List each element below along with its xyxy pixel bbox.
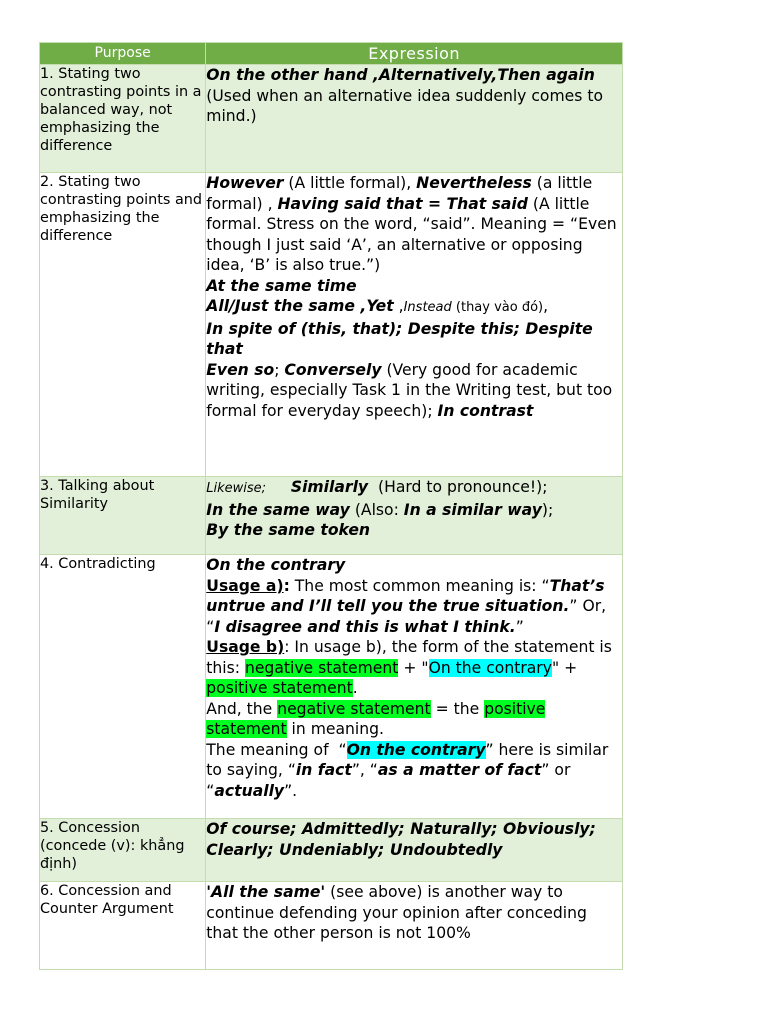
expression-note: + " (398, 658, 429, 677)
expression-note: The meaning of “ (206, 740, 347, 759)
highlight-negative: negative statement (244, 658, 399, 677)
expression-note: (Hard to pronounce!); (368, 478, 548, 496)
expression-note: . (352, 679, 358, 697)
highlight-contrary: On the contrary (346, 740, 486, 759)
purpose-cell: 5. Concession (concede (v): khẳng định) (40, 819, 206, 882)
highlight-negative: negative statement (277, 699, 431, 718)
expression-note: (a little formal) , (206, 174, 593, 213)
table-row (40, 173, 623, 477)
expression-note: ” (515, 617, 524, 636)
expression-term: I disagree and this is what I think. (214, 617, 516, 636)
table-row (40, 819, 623, 882)
expression-note: (thay vào đó) (451, 300, 544, 315)
expression-note: " + (551, 658, 578, 677)
expression-note: (Used when an alternative idea suddenly comes to mind.) (206, 86, 603, 125)
expression-term: as a matter of fact (377, 761, 542, 779)
expression-cell (206, 819, 623, 882)
table-row (40, 555, 623, 819)
expression-term: Conversely (284, 360, 382, 379)
expression-note: = the (430, 699, 485, 718)
expression-term: In contrast (437, 401, 534, 420)
expression-term: actually (214, 781, 285, 800)
table-row (40, 477, 623, 555)
expression-note: (Also: (349, 500, 404, 519)
expression-note: , (543, 297, 549, 315)
highlight-positive: positive statement (206, 679, 353, 697)
expression-term: Similarly (290, 478, 369, 496)
expression-term: Nevertheless (416, 174, 532, 192)
expression-term: Of course; Admittedly; Naturally; Obviously; Clearly; Undeniably; Undoubtedly (206, 820, 596, 859)
purpose-cell: 1. Stating two contrasting points in a balanced way, not emphasizing the difference (40, 65, 206, 173)
expression-note: ; (274, 360, 285, 379)
expression-term: in fact (295, 761, 352, 779)
expression-term: 'All the same' (206, 883, 326, 901)
purpose-header: Purpose (40, 43, 206, 65)
expression-term: Even so (206, 360, 275, 379)
purpose-cell: 2. Stating two contrasting points and emphasizing the difference (40, 173, 206, 477)
expression-cell (206, 65, 623, 173)
expression-cell (206, 173, 623, 477)
expression-term: On the contrary (206, 556, 346, 574)
expression-term: Instead (403, 300, 452, 315)
expression-note: : (283, 576, 290, 595)
expression-term: However (206, 174, 284, 192)
expression-cell (206, 555, 623, 819)
purpose-cell: 4. Contradicting (40, 555, 206, 819)
expression-term: By the same token (206, 521, 371, 539)
expression-term: In the same way (206, 500, 350, 519)
expression-term: Likewise; (206, 481, 267, 496)
expression-note: The most common meaning is: “ (289, 576, 550, 595)
expression-note: And, the (206, 699, 278, 718)
purpose-cell: 6. Concession and Counter Argument (40, 882, 206, 970)
expression-term: All/Just the same ,Yet (206, 297, 394, 315)
expression-note: (A little formal. Stress on the word, “said”. Meaning = “Even though I just said ‘A’, an alternative or opposing idea, ‘B’ is also true.”) (206, 194, 617, 274)
table-row (40, 65, 623, 173)
expression-note: , (393, 297, 404, 315)
expression-note: ”, “ (351, 761, 378, 779)
expression-note: ” here is similar to saying, “ (206, 740, 609, 779)
expression-cell (206, 477, 623, 555)
usage-label: Usage a) (206, 576, 284, 595)
expression-term: That’s untrue and I’ll tell you the true situation. (206, 576, 605, 615)
expression-note: in meaning. (286, 720, 385, 738)
expression-term: In spite of (this, that); Despite this; Despite that (206, 319, 593, 358)
usage-label: Usage b) (206, 638, 285, 656)
expression-note: (see above) is another way to continue defending your opinion after conceding that the other person is not 100% (206, 883, 587, 942)
expression-note: ”. (284, 781, 298, 800)
table-header-row (40, 43, 623, 65)
purpose-cell: 3. Talking about Similarity (40, 477, 206, 555)
expression-term: On the other hand ,Alternatively,Then again (206, 66, 595, 84)
expression-note: ” or “ (206, 761, 571, 800)
expression-note: ); (541, 500, 554, 519)
expressions-table (39, 42, 623, 970)
expression-cell (206, 882, 623, 970)
highlight-contrary: On the contrary (428, 658, 552, 677)
expression-header: Expression (206, 43, 623, 65)
expression-note: (Very good for academic writing, especially Task 1 in the Writing test, but too formal for everyday speech); (206, 360, 613, 420)
expression-note: (A little formal), (283, 174, 417, 192)
expression-note (266, 478, 291, 496)
expression-term: In a similar way (403, 500, 542, 519)
expression-note: ” Or, “ (206, 597, 607, 636)
highlight-positive: positive statement (206, 699, 546, 738)
table-row (40, 882, 623, 970)
expression-note: : In usage b), the form of the statement is this: (206, 638, 612, 677)
expression-term: At the same time (206, 276, 357, 295)
expression-term: Having said that = That said (277, 194, 528, 213)
